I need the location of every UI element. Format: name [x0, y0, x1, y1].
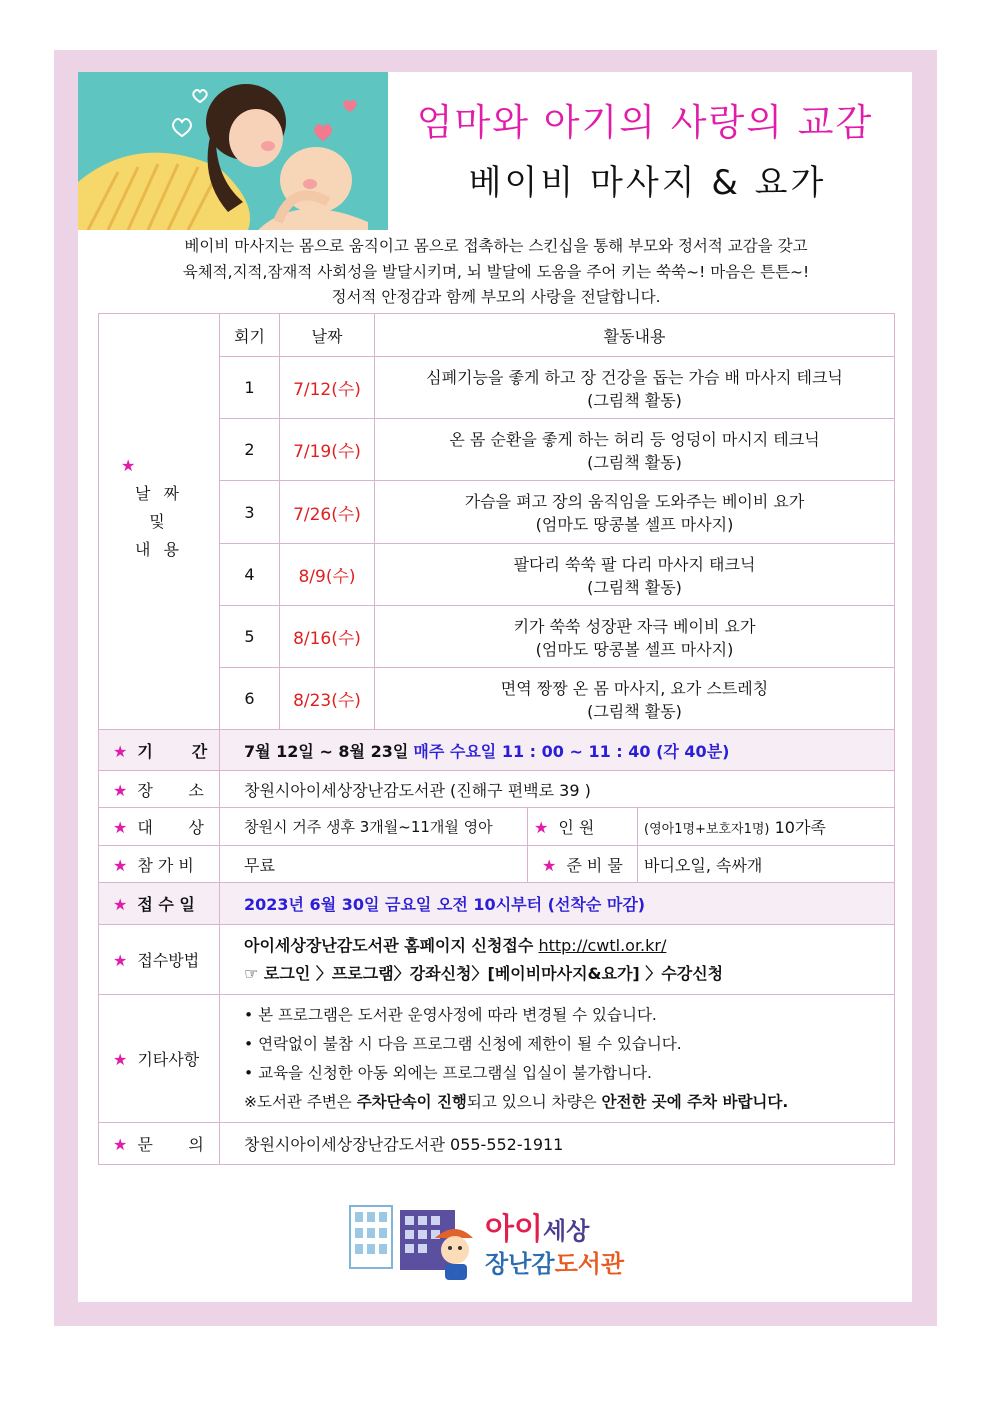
supplies-label: ★ 준 비 물 [528, 846, 638, 883]
fee-row [99, 846, 895, 883]
content-cell: 키가 쑥쑥 성장판 자극 베이비 요가 (엄마도 땅콩볼 셀프 마사지) [375, 606, 895, 668]
star-icon: ★ [113, 855, 128, 875]
note-item: • 교육을 신청한 아동 외에는 프로그램실 입실이 불가합니다. [244, 1063, 652, 1082]
logo-line2: 장난감도서관 [485, 1250, 625, 1278]
star-icon: ★ [534, 818, 549, 837]
intro-text [98, 234, 894, 311]
intro-line: 베이비 마사지는 몸으로 움직이고 몸으로 접촉하는 스킨십을 통해 부모와 정서적 교감을 갖고 [184, 237, 808, 255]
fee-value: 무료 [220, 846, 528, 883]
notes-value [220, 995, 895, 1123]
reception-value: 2023년 6월 30일 금요일 오전 10시부터 (선착순 마감) [220, 883, 895, 925]
content-cell: 팔다리 쑥쑥 팔 다리 마사지 태크닉 (그림책 활동) [375, 544, 895, 606]
mother-baby-illustration [78, 72, 388, 230]
library-logo [345, 1198, 645, 1288]
place-label: ★ 장 소 [99, 771, 220, 808]
capacity-label: ★ 인 원 [528, 808, 638, 846]
capacity-value: (영아1명+보호자1명) 10가족 [638, 808, 895, 846]
content-cell: 심폐기능을 좋게 하고 장 건강을 돕는 가슴 배 마사지 테크닉 (그림책 활동) [375, 357, 895, 419]
content-cell: 면역 짱짱 온 몸 마사지, 요가 스트레칭 (그림책 활동) [375, 668, 895, 730]
star-icon: ★ [113, 741, 128, 761]
note-item: • 본 프로그램은 도서관 운영사정에 따라 변경될 수 있습니다. [244, 1005, 657, 1024]
schedule-header-row [99, 314, 895, 357]
bullet-icon: • [244, 1005, 254, 1024]
star-icon: ★ [121, 455, 136, 475]
round-cell: 3 [220, 481, 280, 544]
place-value: 창원시아이세상장난감도서관 (진해구 편백로 39 ) [220, 771, 895, 808]
star-icon: ★ [113, 780, 128, 800]
period-value: 7월 12일 ~ 8월 23일 매주 수요일 11 : 00 ~ 11 : 40 (각 40분) [220, 730, 895, 771]
round-cell: 5 [220, 606, 280, 668]
date-cell: 8/23(수) [280, 668, 375, 730]
round-cell: 1 [220, 357, 280, 419]
reception-row [99, 883, 895, 925]
intro-line: 정서적 안정감과 함께 부모의 사랑을 전달합니다. [331, 288, 661, 306]
homepage-link[interactable]: http://cwtl.or.kr/ [538, 935, 667, 955]
contact-value: 창원시아이세상장난감도서관 055-552-1911 [220, 1123, 895, 1165]
period-label: ★ 기 간 [99, 730, 220, 771]
target-row [99, 808, 895, 846]
program-info-table [98, 313, 895, 1165]
star-icon: ★ [113, 895, 128, 914]
target-value: 창원시 거주 생후 3개월~11개월 영아 [220, 808, 528, 846]
star-icon: ★ [113, 818, 128, 837]
contact-label: ★ 문 의 [99, 1123, 220, 1165]
bullet-icon: • [244, 1034, 254, 1053]
header-content: 활동내용 [375, 314, 895, 357]
note-item: • 연락없이 불참 시 다음 프로그램 신청에 제한이 될 수 있습니다. [244, 1034, 682, 1053]
parking-note: ※도서관 주변은 주차단속이 진행되고 있으니 차량은 안전한 곳에 주차 바랍니다. [244, 1092, 789, 1111]
content-cell: 가슴을 펴고 장의 움직임을 도와주는 베이비 요가 (엄마도 땅콩볼 셀프 마사지) [375, 481, 895, 544]
star-icon: ★ [542, 855, 557, 875]
logo-line1: 아이세상 [485, 1212, 590, 1247]
header-round: 회기 [220, 314, 280, 357]
fee-label: ★ 참 가 비 [99, 846, 220, 883]
star-icon: ★ [113, 951, 128, 970]
poster-subtitle: 베이비 마사지 & 요가 [468, 163, 827, 203]
date-cell: 7/19(수) [280, 419, 375, 481]
intro-line: 육체적,지적,잠재적 사회성을 발달시키며, 뇌 발달에 도움을 주어 키는 쑥쑥~! 마음은 튼튼~! [182, 262, 810, 281]
date-cell: 8/16(수) [280, 606, 375, 668]
star-icon: ★ [113, 1135, 128, 1154]
target-label: ★ 대 상 [99, 808, 220, 846]
date-cell: 8/9(수) [280, 544, 375, 606]
date-cell: 7/12(수) [280, 357, 375, 419]
reception-label: ★ 접 수 일 [99, 883, 220, 925]
round-cell: 6 [220, 668, 280, 730]
poster-title: 엄마와 아기의 사랑의 교감 [416, 101, 874, 144]
supplies-value: 바디오일, 속싸개 [638, 846, 895, 883]
round-cell: 2 [220, 419, 280, 481]
bullet-icon: • [244, 1063, 254, 1082]
method-value: 아이세상장난감도서관 홈페이지 신청접수 http://cwtl.or.kr/ ☞ 로그인 〉프로그램〉강좌신청〉[베이비마사지&요가] 〉수강신청 [220, 925, 895, 995]
content-cell: 온 몸 순환을 좋게 하는 허리 등 엉덩이 마시지 테크닉 (그림책 활동) [375, 419, 895, 481]
method-row [99, 925, 895, 995]
notes-row [99, 995, 895, 1123]
place-row [99, 771, 895, 808]
contact-row [99, 1123, 895, 1165]
method-label: ★ 접수방법 [99, 925, 220, 995]
round-cell: 4 [220, 544, 280, 606]
schedule-section-label: ★ 날 짜 및 내 용 [99, 314, 220, 730]
notes-label: ★ 기타사항 [99, 995, 220, 1123]
header-date: 날짜 [280, 314, 375, 357]
period-row [99, 730, 895, 771]
star-icon: ★ [113, 1050, 128, 1069]
date-cell: 7/26(수) [280, 481, 375, 544]
